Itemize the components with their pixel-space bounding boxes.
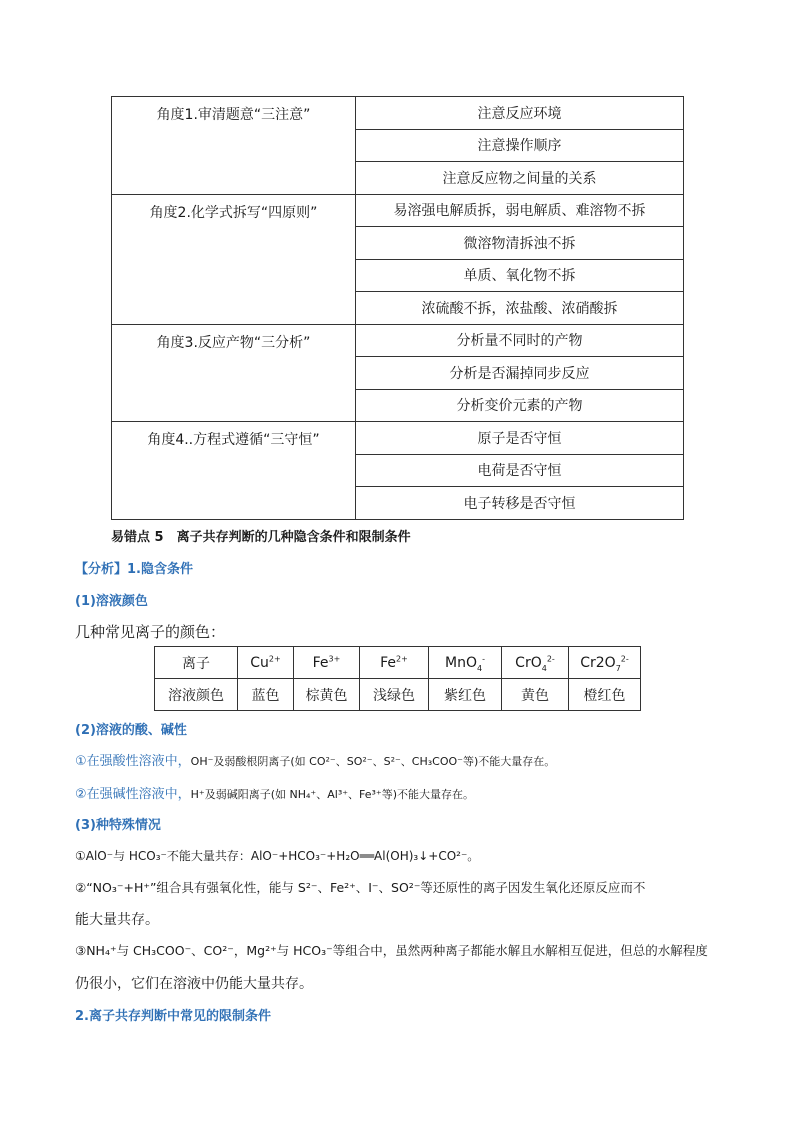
angle-table-row (112, 97, 684, 130)
special-case-2-line2: 能大量共存。 (75, 912, 159, 928)
ion-charge: 2- (546, 653, 555, 663)
angle-table-row (112, 194, 684, 227)
color-row-label: 溶液颜色 (155, 679, 238, 711)
ion-color-value: 棕黄色 (294, 679, 360, 711)
angle-point: 注意反应物之间量的关系 (356, 162, 684, 195)
strong-base-text: H⁺及弱碱阳离子(如 NH₄⁺、Al³⁺、Fe³⁺等)不能大量存在。 (190, 788, 475, 801)
ion-subscript: 7 (615, 663, 621, 673)
angle-point: 浓硫酸不拆，浓盐酸、浓硝酸拆 (356, 292, 684, 325)
angle-label: 角度2.化学式拆写“四原则” (112, 194, 356, 324)
ion-charge: 2+ (268, 653, 281, 663)
angle-label: 角度3.反应产物“三分析” (112, 324, 356, 422)
ion-color-intro: 几种常见离子的颜色： (75, 623, 226, 641)
ion-base: Fe (312, 654, 329, 671)
ion-color-value: 浅绿色 (360, 679, 429, 711)
special-case-3-line1: ③NH₄⁺与 CH₃COO⁻、CO²⁻，Mg²⁺与 HCO₃⁻等组合中，虽然两种离子都能水解且水解相互促进，但总的水解程度 (75, 943, 708, 958)
angle-point: 单质、氧化物不拆 (356, 259, 684, 292)
ion-base: Cu (250, 654, 269, 671)
angle-table-row (112, 422, 684, 455)
ion-charge: 3+ (328, 653, 341, 663)
ion-formula (360, 647, 429, 679)
strong-base-note (75, 783, 474, 802)
ion-formula (429, 647, 502, 679)
acid-base-heading: (2)溶液的酸、碱性 (75, 723, 187, 738)
strong-acid-prefix: ①在强酸性溶液中， (75, 754, 191, 769)
angle-point: 分析变价元素的产物 (356, 389, 684, 422)
ion-charge: 2- (620, 653, 629, 663)
special-cases-heading: (3)种特殊情况 (75, 818, 161, 833)
ion-formula (502, 647, 569, 679)
angle-point: 注意操作顺序 (356, 129, 684, 162)
ion-subscript: 4 (541, 663, 547, 673)
analysis-label: 【分析】1.隐含条件 (75, 562, 193, 577)
angle-label: 角度1.审清题意“三注意” (112, 97, 356, 195)
reaction-angle-table (111, 96, 684, 520)
ion-subscript: 4 (477, 663, 483, 673)
ion-charge: - (482, 653, 485, 663)
ion-color-value: 橙红色 (569, 679, 641, 711)
solution-color-heading: (1)溶液颜色 (75, 594, 148, 609)
special-case-1: ①AlO⁻与 HCO₃⁻不能大量共存：AlO⁻+HCO₃⁻+H₂O══Al(OH)₃↓+CO²⁻。 (75, 849, 480, 863)
ion-base: MnO (445, 654, 477, 671)
ion-header-label: 离子 (155, 647, 238, 679)
strong-acid-note (75, 750, 555, 769)
ion-color-value: 紫红色 (429, 679, 502, 711)
section-5-title: 易错点 5 离子共存判断的几种隐含条件和限制条件 (111, 530, 411, 545)
ion-base: Cr2O (580, 654, 616, 671)
angle-point: 微溶物清拆浊不拆 (356, 227, 684, 260)
ion-base: CrO (515, 654, 542, 671)
angle-point: 分析是否漏掉同步反应 (356, 357, 684, 390)
angle-table-row (112, 324, 684, 357)
angle-label: 角度4..方程式遵循“三守恒” (112, 422, 356, 520)
special-case-3-line2: 仍很小，它们在溶液中仍能大量共存。 (75, 976, 313, 992)
angle-point: 原子是否守恒 (356, 422, 684, 455)
ion-color-value: 蓝色 (238, 679, 294, 711)
angle-point: 分析量不同时的产物 (356, 324, 684, 357)
ion-charge: 2+ (396, 653, 408, 663)
ion-formula (294, 647, 360, 679)
angle-point: 注意反应环境 (356, 97, 684, 130)
ion-color-value: 黄色 (502, 679, 569, 711)
angle-point: 电子转移是否守恒 (356, 487, 684, 520)
special-case-2-line1: ②“NO₃⁻+H⁺”组合具有强氧化性，能与 S²⁻、Fe²⁺、I⁻、SO²⁻等还原性的离子因发生氧化还原反应而不 (75, 880, 646, 895)
ion-base: Fe (380, 654, 397, 671)
ion-formula (238, 647, 294, 679)
restriction-conditions-heading: 2.离子共存判断中常见的限制条件 (75, 1009, 271, 1024)
strong-base-prefix: ②在强碱性溶液中， (75, 787, 191, 802)
strong-acid-text: OH⁻及弱酸根阴离子(如 CO²⁻、SO²⁻、S²⁻、CH₃COO⁻等)不能大量存在。 (190, 755, 556, 768)
ion-color-table (154, 646, 641, 711)
angle-point: 易溶强电解质拆，弱电解质、难溶物不拆 (356, 194, 684, 227)
ion-formula (569, 647, 641, 679)
angle-point: 电荷是否守恒 (356, 454, 684, 487)
